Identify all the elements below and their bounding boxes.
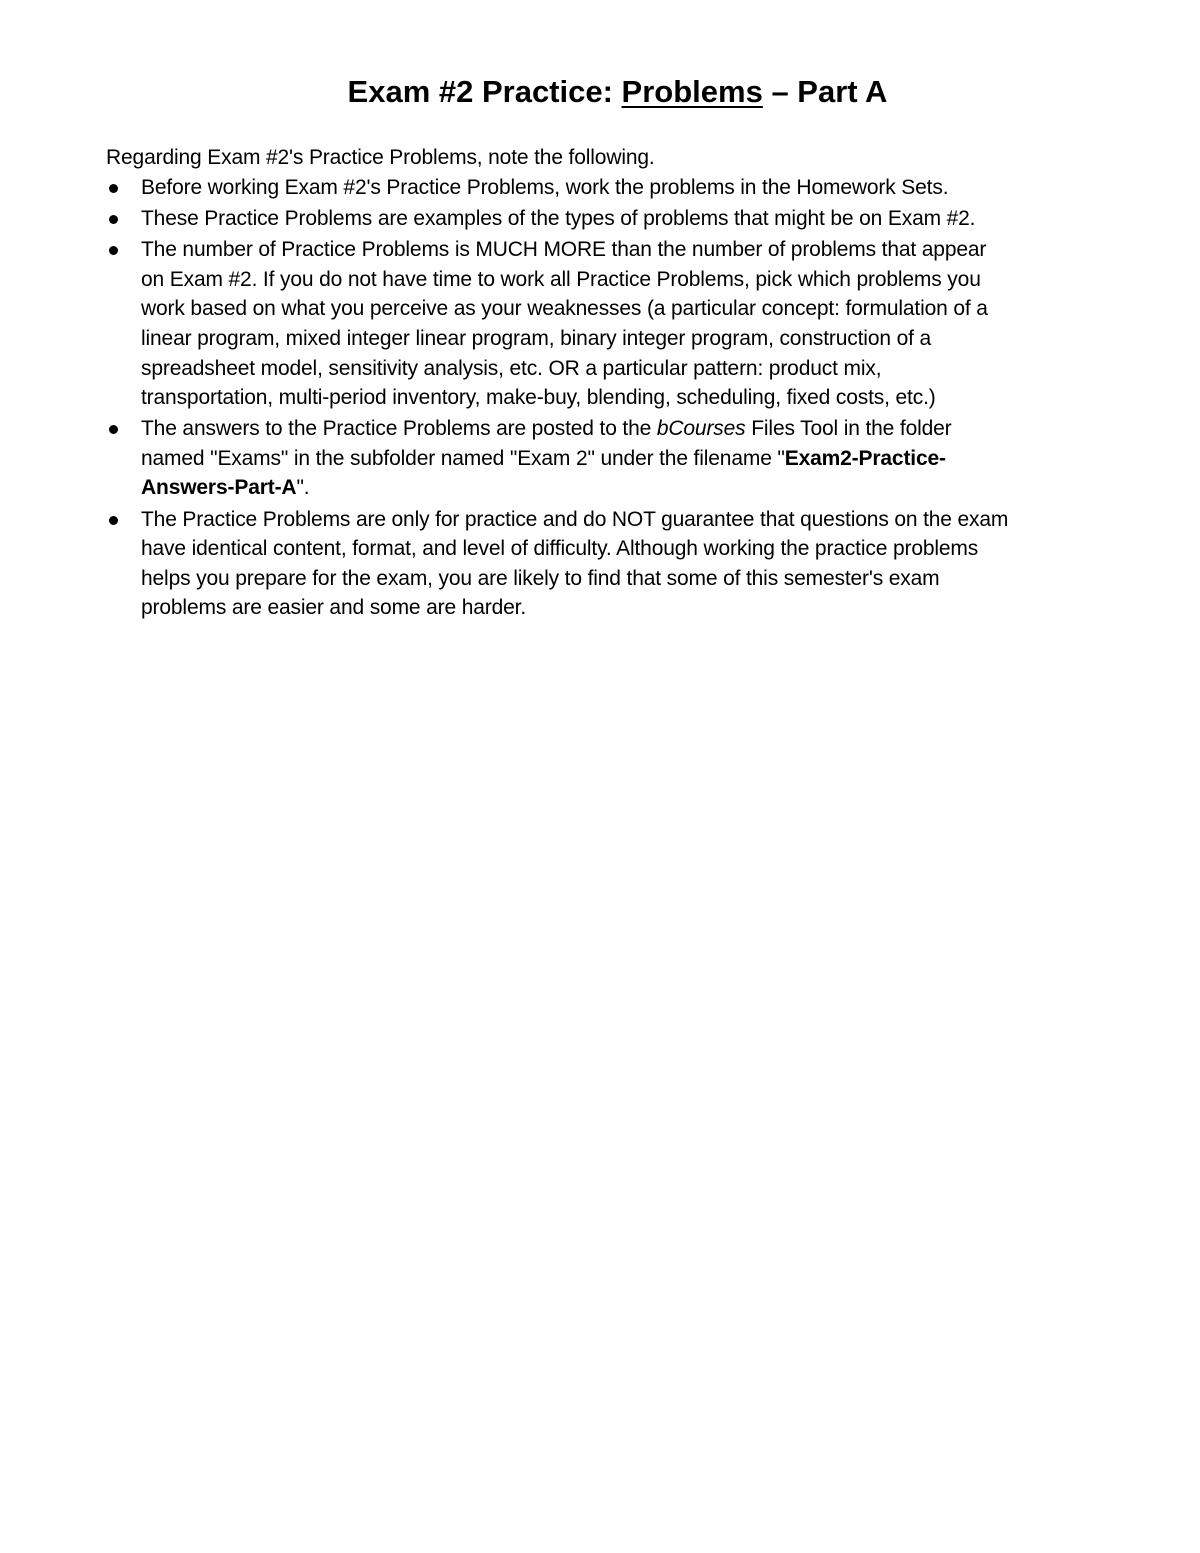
list-item-line: Before working Exam #2's Practice Problems, work the problems in the Homework Sets. [141, 176, 949, 199]
filename-part-2: Answers-Part-A [141, 476, 297, 500]
list-item-line [141, 473, 1146, 503]
list-item [106, 173, 1146, 203]
list-item-line: transportation, multi-period inventory, make-buy, blending, scheduling, fixed costs, etc.) [141, 386, 936, 410]
bcourses-name: bCourses [656, 417, 746, 441]
list-item-line: helps you prepare for the exam, you are likely to find that some of this semester's exam [141, 566, 940, 590]
list-item-line: These Practice Problems are examples of the types of problems that might be on Exam #2. [141, 207, 976, 231]
answers-text-subfolder: named "Exams" in the subfolder named "Exam 2" under the filename " [141, 446, 785, 470]
list-item-line: spreadsheet model, sensitivity analysis, etc. OR a particular pattern: product mix, [141, 356, 882, 380]
title-prefix: Exam #2 Practice: [347, 74, 622, 109]
title-underlined-word: Problems [621, 74, 763, 109]
answers-text-end: ". [296, 476, 310, 500]
bullet-icon [109, 425, 118, 434]
answers-text-start: The answers to the Practice Problems are posted to the [141, 417, 657, 441]
list-item-line: work based on what you perceive as your weaknesses (a particular concept: formulation of a [141, 297, 988, 321]
list-item-line: The number of Practice Problems is MUCH MORE than the number of problems that appear [141, 238, 987, 262]
title-suffix: – Part A [762, 74, 888, 109]
list-item-line: problems are easier and some are harder. [141, 596, 527, 620]
list-item-line: linear program, mixed integer linear program, binary integer program, construction of a [141, 326, 931, 350]
notes-list [106, 173, 1146, 624]
bullet-icon [109, 215, 118, 224]
list-item [106, 235, 1146, 413]
filename-part-1: Exam2-Practice- [784, 446, 946, 470]
list-item-line: The Practice Problems are only for practice and do NOT guarantee that questions on the exam [141, 507, 1009, 531]
list-item [106, 204, 1146, 234]
bullet-icon [109, 516, 118, 525]
list-item-line: on Exam #2. If you do not have time to work all Practice Problems, pick which problems you [141, 267, 981, 291]
list-item-line [141, 414, 1146, 444]
list-item-line [141, 444, 1146, 474]
answers-text-folder: Files Tool in the folder [745, 417, 952, 441]
list-item [106, 414, 1146, 503]
intro-paragraph: Regarding Exam #2's Practice Problems, note the following. [106, 146, 655, 169]
list-item-line: have identical content, format, and level of difficulty. Although working the practice problems [141, 537, 979, 561]
list-item [106, 505, 1146, 623]
page-title [0, 70, 1200, 114]
bullet-icon [109, 246, 118, 255]
bullet-icon [109, 184, 118, 193]
